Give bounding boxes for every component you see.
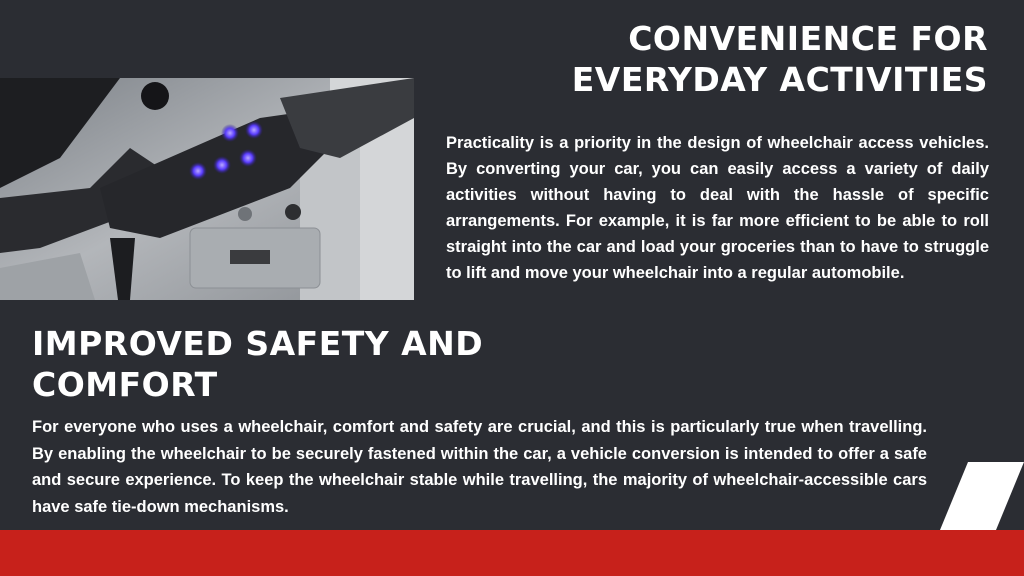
safety-heading-line1: IMPROVED SAFETY AND: [32, 324, 484, 363]
decorative-slash: [940, 462, 1024, 530]
safety-heading: [32, 323, 592, 405]
safety-paragraph: For everyone who uses a wheelchair, comfort and safety are crucial, and this is particularly true when travelling. By enabling the wheelchair to be securely fastened within the car, a vehicle conversion is intended to offer a safe and secure experience. To keep the wheelchair stable while travelling, the majority of wheelchair-accessible cars have safe tie-down mechanisms.: [32, 418, 927, 516]
convenience-heading-line2: EVERYDAY ACTIVITIES: [571, 60, 988, 99]
footer-red-bar: [0, 530, 1024, 576]
convenience-paragraph: Practicality is a priority in the design of wheelchair access vehicles. By converting your car, you can easily access a variety of daily activities without having to deal with the hassle of specific arrangements. For example, it is far more efficient to be able to roll straight into the car and load your groceries than to have to struggle to lift and move your wheelchair into a regular automobile.: [446, 134, 989, 282]
safety-heading-line2: COMFORT: [32, 365, 218, 404]
hand-control-illustration: [0, 78, 414, 300]
hand-control-photo: [0, 78, 414, 300]
convenience-heading: [508, 18, 988, 100]
convenience-heading-line1: CONVENIENCE FOR: [628, 19, 988, 58]
